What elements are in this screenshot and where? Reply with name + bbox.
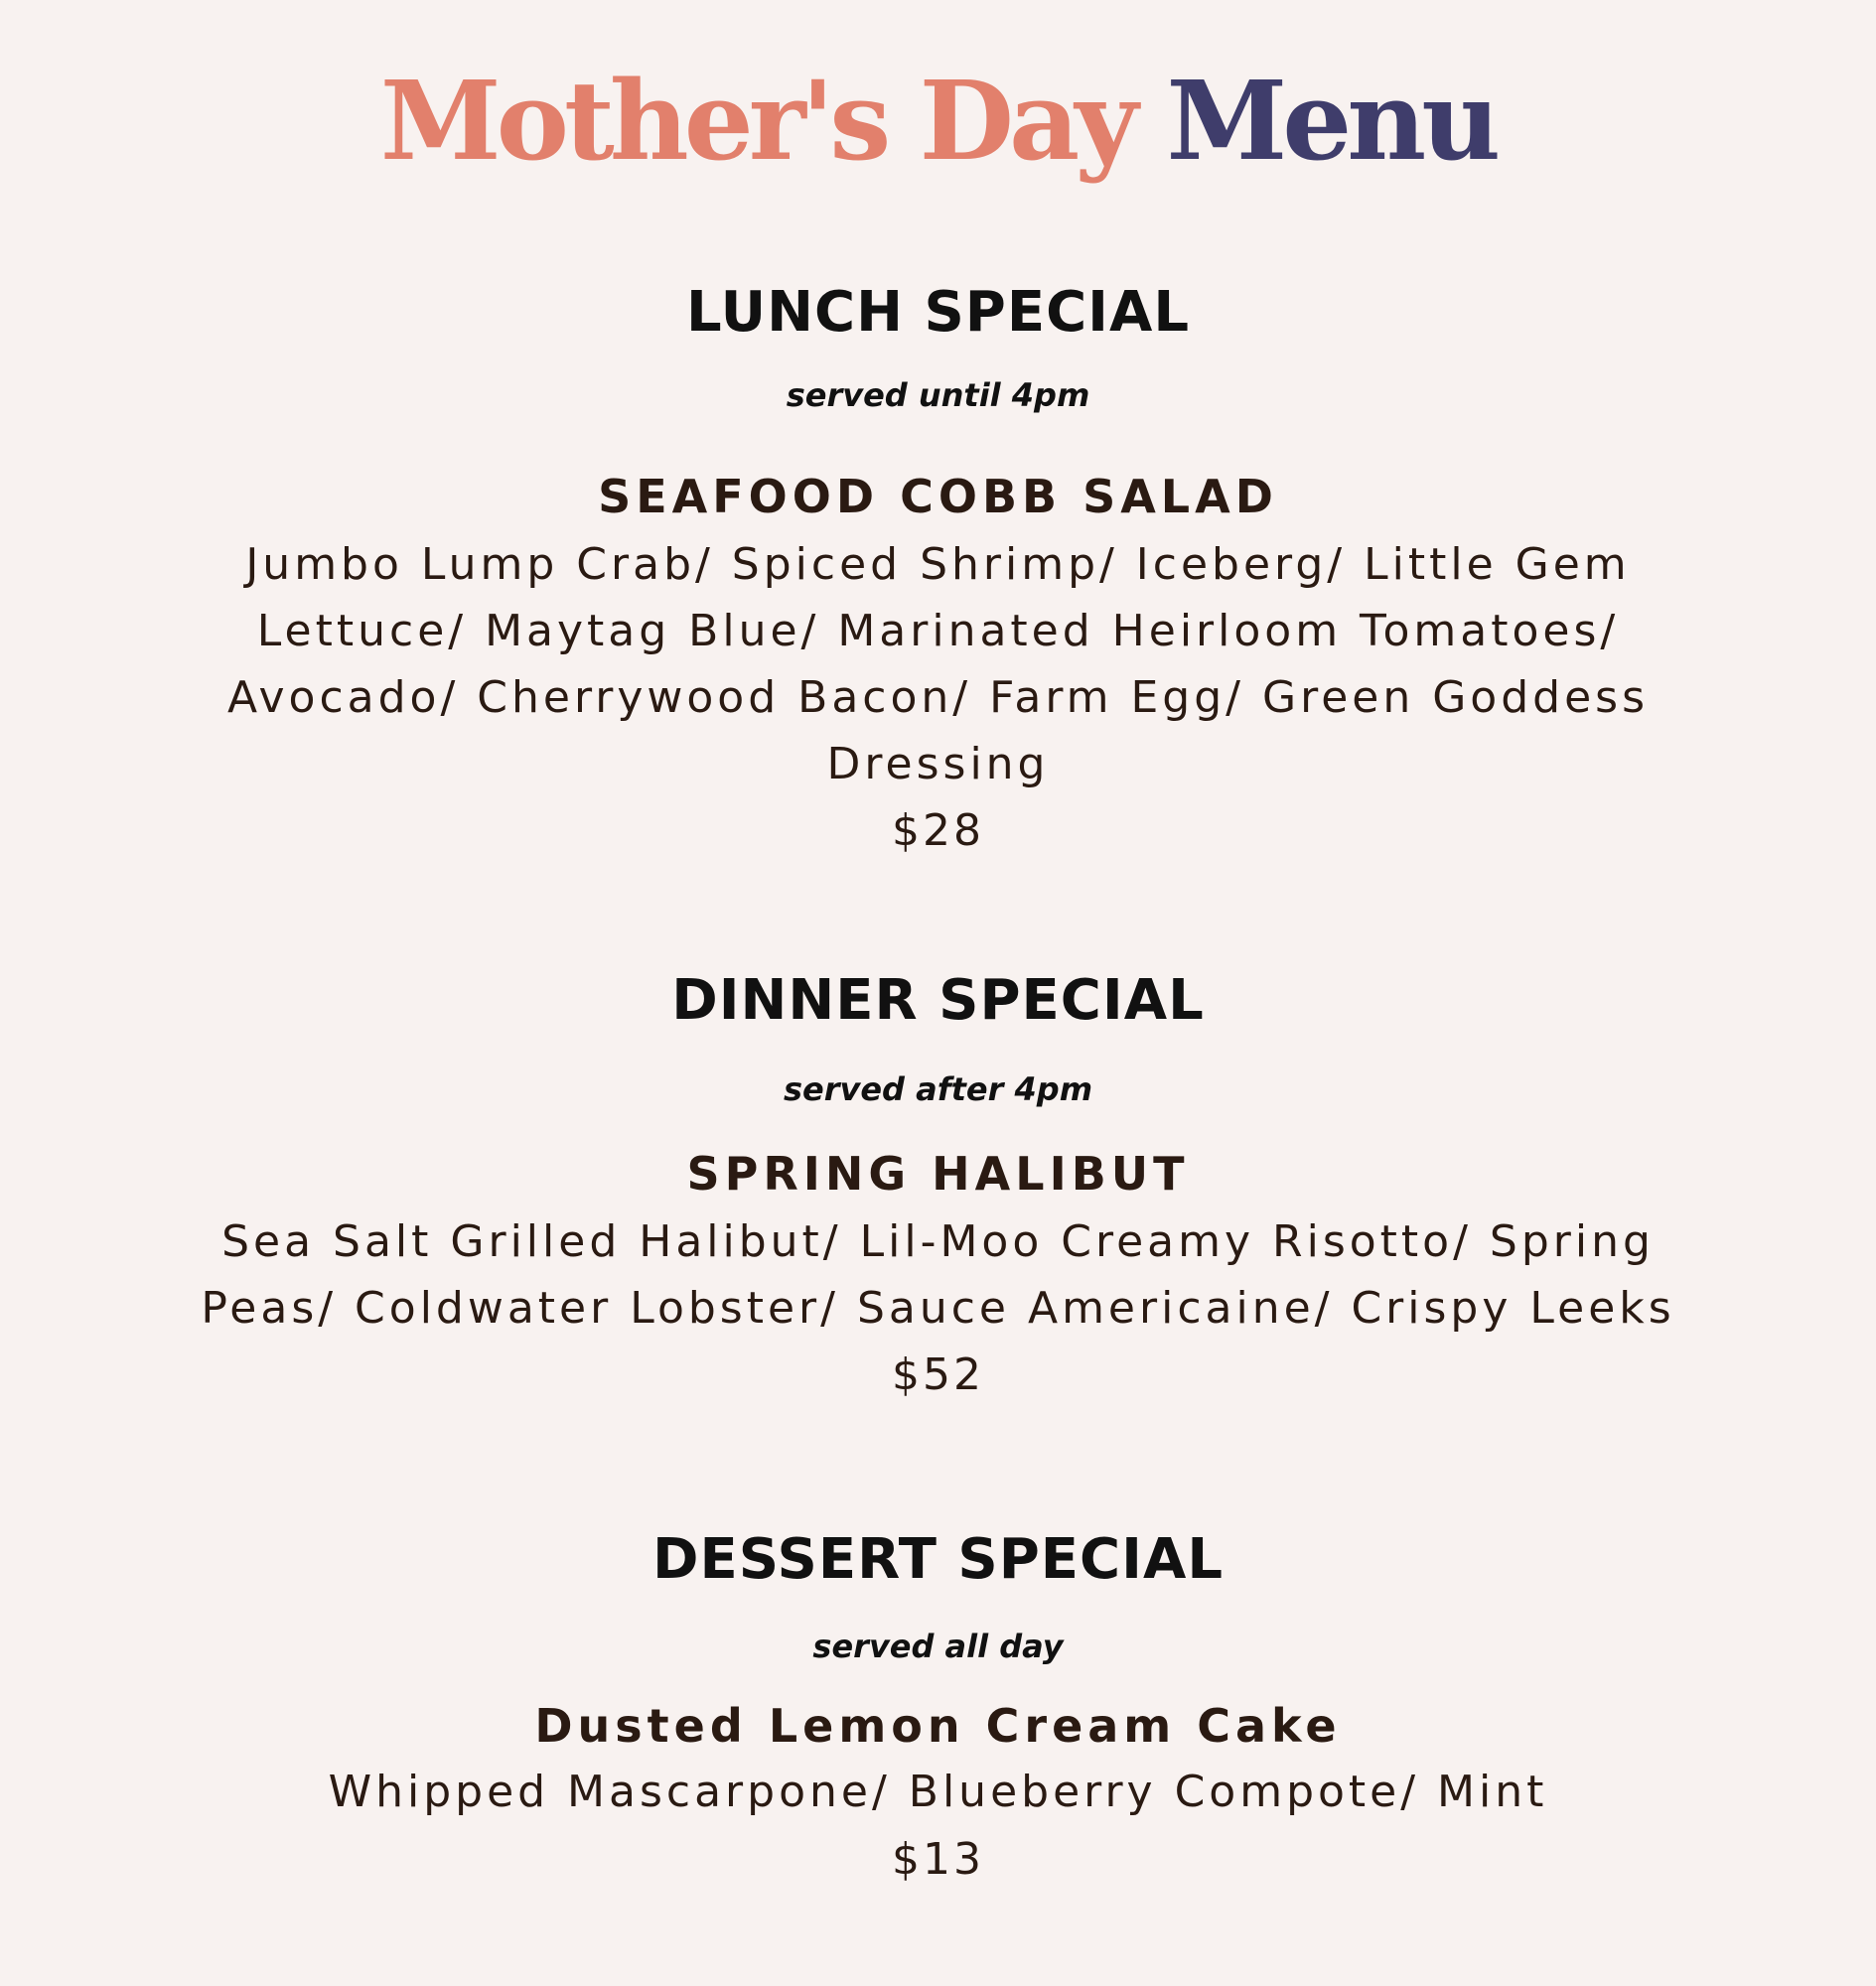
dessert-description-line: Whipped Mascarpone/ Blueberry Compote/ Mint: [328, 1767, 1548, 1817]
dessert-section-heading: DESSERT SPECIAL: [651, 1527, 1225, 1592]
dinner-description-line: Sea Salt Grilled Halibut/ Lil-Moo Creamy Risotto/ Spring: [221, 1216, 1655, 1267]
menu-title-accent: Mother's Day: [379, 57, 1134, 185]
lunch-description-line: Jumbo Lump Crab/ Spiced Shrimp/ Iceberg/ Little Gem: [245, 539, 1631, 590]
lunch-description-line: Lettuce/ Maytag Blue/ Marinated Heirloom Tomatoes/: [256, 606, 1620, 656]
lunch-dish-name: SEAFOOD COBB SALAD: [598, 470, 1278, 523]
dinner-section-heading: DINNER SPECIAL: [671, 968, 1205, 1033]
dinner-served-note: served after 4pm: [783, 1070, 1093, 1108]
lunch-description-line: Avocado/ Cherrywood Bacon/ Farm Egg/ Green Goddess: [226, 672, 1649, 723]
lunch-description-line: Dressing: [826, 739, 1050, 789]
lunch-section-heading: LUNCH SPECIAL: [685, 280, 1191, 345]
dessert-dish-name: Dusted Lemon Cream Cake: [534, 1699, 1342, 1753]
lunch-served-note: served until 4pm: [786, 376, 1090, 414]
menu-title: [0, 52, 1876, 191]
lunch-price: $28: [892, 805, 984, 856]
menu-title-main: Menu: [1166, 57, 1497, 185]
dessert-price: $13: [892, 1834, 984, 1885]
dessert-served-note: served all day: [812, 1628, 1064, 1665]
dinner-dish-name: SPRING HALIBUT: [686, 1147, 1190, 1201]
dinner-description-line: Peas/ Coldwater Lobster/ Sauce Americaine/ Crispy Leeks: [201, 1283, 1675, 1334]
dinner-price: $52: [892, 1349, 984, 1400]
